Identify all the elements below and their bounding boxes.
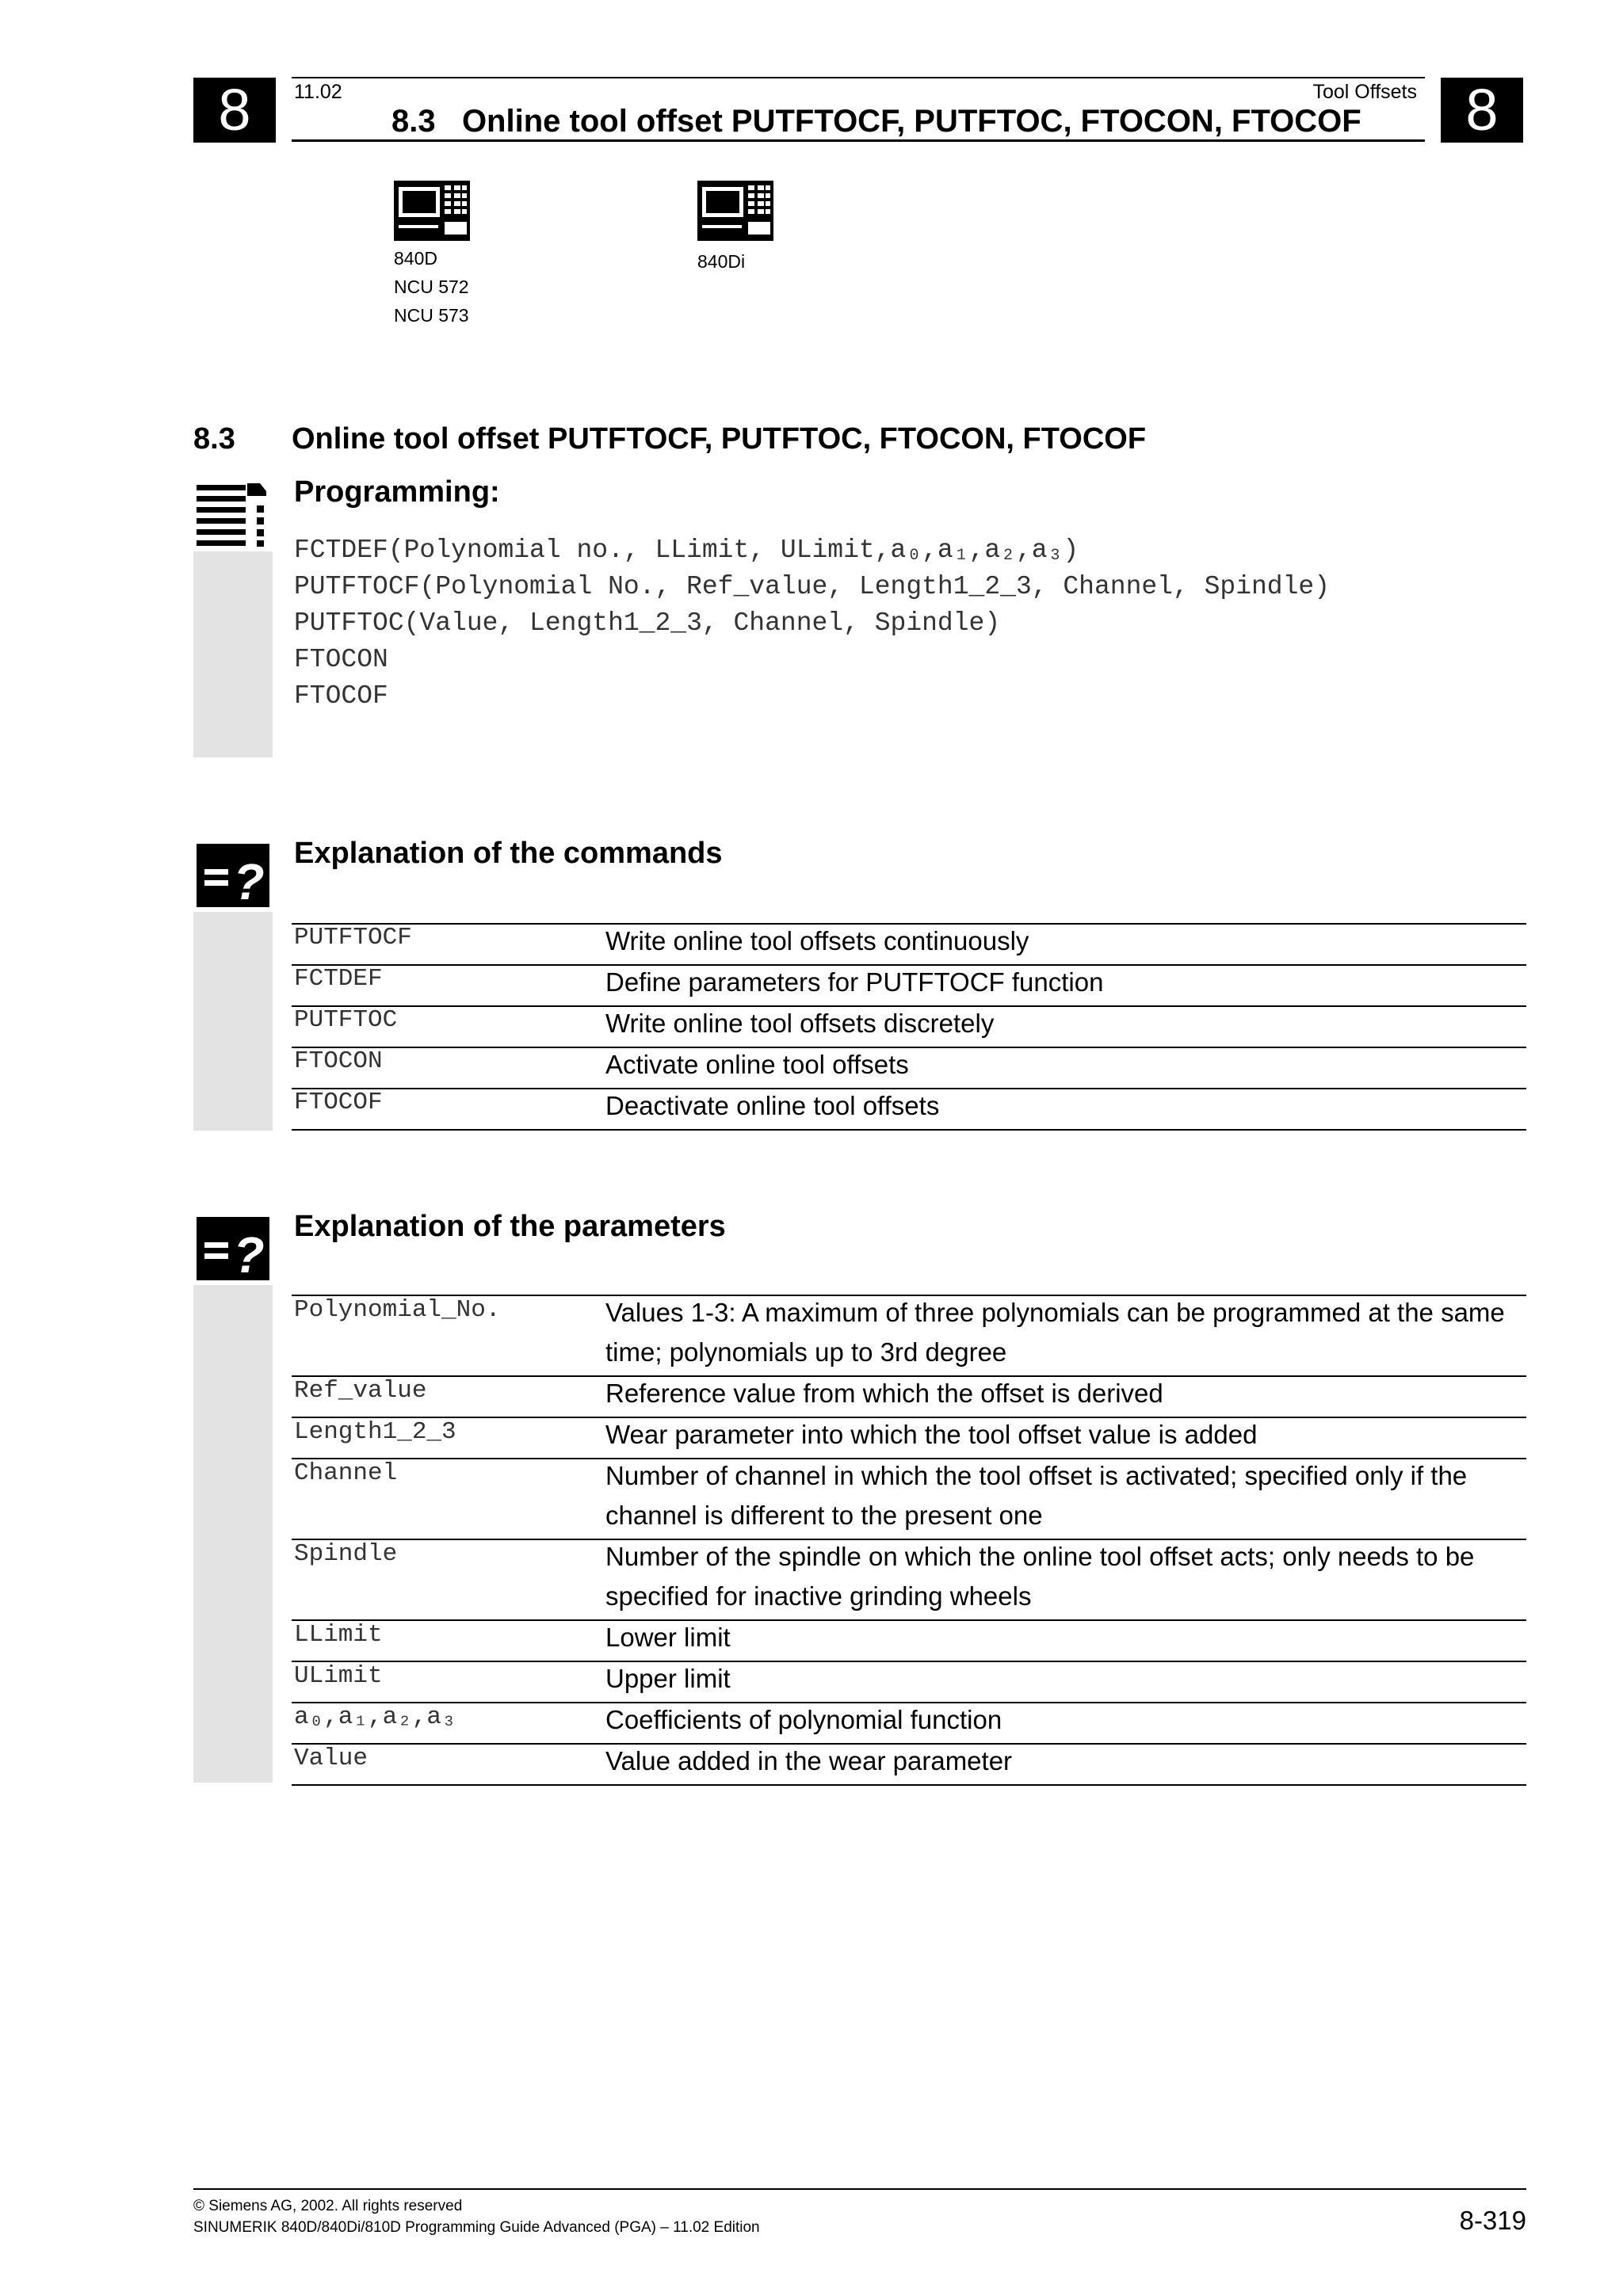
explanation-icon: [193, 1212, 273, 1285]
parameter-key: ULimit: [294, 1662, 383, 1690]
parameter-value: Number of channel in which the tool offset is activated; specified only if the channel is different to the present one: [605, 1461, 1468, 1530]
parameter-value: Lower limit: [605, 1623, 731, 1652]
parameter-key: Value: [294, 1745, 369, 1772]
system-label-1: [394, 244, 469, 330]
system-line: 840D: [394, 248, 437, 269]
system-line: 840Di: [697, 251, 746, 272]
footer-copyright: © Siemens AG, 2002. All rights reserved: [193, 2198, 463, 2214]
header-section-title: 8.3 Online tool offset PUTFTOCF, PUTFTOC, FTOCON, FTOCOF: [391, 104, 1361, 139]
control-panel-icon: [697, 181, 773, 241]
program-listing-icon: [193, 480, 273, 551]
parameter-value: Coefficients of polynomial function: [605, 1705, 1002, 1734]
code-line: FTOCOF: [294, 681, 388, 711]
control-panel-icon: [394, 181, 470, 241]
section-number: 8.3: [193, 422, 235, 456]
page-number: 8-319: [1459, 2206, 1526, 2235]
svg-text:?: ?: [233, 1226, 265, 1283]
svg-text:?: ?: [233, 853, 265, 910]
code-line: PUTFTOCF(Polynomial No., Ref_value, Length1_2_3, Channel, Spindle): [294, 572, 1331, 601]
parameter-value: Wear parameter into which the tool offset value is added: [605, 1420, 1258, 1449]
header-chapter-name: Tool Offsets: [1312, 81, 1417, 103]
parameter-key: Ref_value: [294, 1377, 427, 1405]
table-rule: [292, 1784, 1526, 1786]
command-value: Write online tool offsets continuously: [605, 926, 1029, 955]
command-value: Define parameters for PUTFTOCF function: [605, 967, 1104, 997]
parameter-key: Channel: [294, 1459, 398, 1487]
parameters-sidebar: [193, 1212, 273, 1783]
command-key: PUTFTOCF: [294, 924, 412, 952]
header-top-rule: [292, 77, 1425, 78]
programming-heading: Programming:: [294, 475, 500, 509]
system-label-2: [697, 247, 745, 276]
parameters-heading: Explanation of the parameters: [294, 1210, 726, 1243]
footer-rule: [193, 2188, 1526, 2190]
chapter-number-left: 8: [193, 78, 276, 143]
command-value: Activate online tool offsets: [605, 1050, 909, 1079]
code-line: FTOCON: [294, 645, 388, 674]
parameter-key: LLimit: [294, 1621, 383, 1649]
parameter-value: Upper limit: [605, 1664, 731, 1693]
parameter-key: Length1_2_3: [294, 1418, 456, 1446]
command-key: PUTFTOC: [294, 1006, 398, 1034]
code-line: FCTDEF(Polynomial no., LLimit, ULimit,a₀,a₁,a₂,a₃): [294, 536, 1079, 565]
table-rule: [292, 1129, 1526, 1131]
parameter-key: Polynomial_No.: [294, 1296, 501, 1324]
parameter-value: Value added in the wear parameter: [605, 1746, 1013, 1775]
parameter-value: Values 1-3: A maximum of three polynomials can be programmed at the same time; polynomials up to 3rd degree: [605, 1298, 1505, 1367]
chapter-number-right: 8: [1441, 78, 1523, 143]
command-key: FCTDEF: [294, 965, 383, 993]
footer-edition: SINUMERIK 840D/840Di/810D Programming Guide Advanced (PGA) – 11.02 Edition: [193, 2219, 760, 2236]
parameter-value: Reference value from which the offset is derived: [605, 1379, 1163, 1408]
code-line: PUTFTOC(Value, Length1_2_3, Channel, Spindle): [294, 608, 1001, 638]
system-line: NCU 572: [394, 277, 469, 297]
commands-heading: Explanation of the commands: [294, 837, 723, 870]
parameter-value: Number of the spindle on which the online tool offset acts; only needs to be specified for inactive grinding wheels: [605, 1542, 1475, 1611]
explanation-icon: [193, 839, 273, 912]
command-value: Write online tool offsets discretely: [605, 1009, 995, 1038]
command-value: Deactivate online tool offsets: [605, 1091, 940, 1120]
parameter-key: Spindle: [294, 1540, 398, 1568]
header-date: 11.02: [294, 81, 342, 103]
command-key: FTOCON: [294, 1047, 383, 1075]
parameter-key: a₀,a₁,a₂,a₃: [294, 1703, 456, 1731]
system-line: NCU 573: [394, 305, 469, 326]
command-key: FTOCOF: [294, 1089, 383, 1116]
header-bottom-rule: [292, 139, 1425, 142]
section-title: Online tool offset PUTFTOCF, PUTFTOC, FTOCON, FTOCOF: [292, 422, 1147, 456]
